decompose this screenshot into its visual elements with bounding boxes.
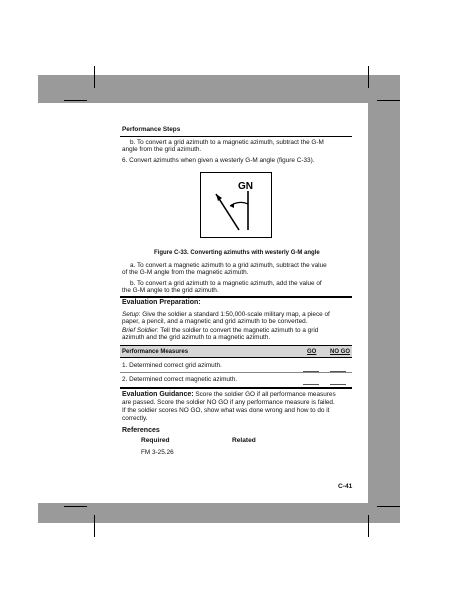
guidance-line-2: are passed. Score the soldier NO GO if any performance measure is failed. bbox=[122, 399, 335, 406]
nogo-blank-2[interactable] bbox=[330, 384, 346, 385]
crop-mark bbox=[64, 100, 87, 101]
section-rule bbox=[120, 296, 352, 298]
references-heading: References bbox=[122, 427, 160, 434]
figure-caption: Figure C-33. Converting azimuths with westerly G-M angle bbox=[154, 250, 320, 256]
guidance-text: Score the soldier GO if all performance measures bbox=[193, 391, 336, 398]
brief-line-2: azimuth and the grid azimuth to a magnetic azimuth. bbox=[122, 334, 271, 341]
crop-mark bbox=[377, 506, 400, 507]
after-figure-a-line-2: of the G-M angle from the magnetic azimuth. bbox=[122, 269, 249, 276]
go-header: GO bbox=[307, 349, 317, 355]
setup-text: : Give the soldier a standard 1:50,000-scale military map, a piece of bbox=[138, 311, 330, 318]
references-item: FM 3-25.26 bbox=[141, 449, 174, 456]
after-figure-b-line-1: b. To convert a grid azimuth to a magnetic azimuth, add the value of bbox=[130, 280, 322, 287]
guidance-line-3: If the soldier scores NO GO, show what was done wrong and how to do it bbox=[122, 407, 330, 414]
gn-azimuth-figure bbox=[200, 172, 272, 238]
references-related: Related bbox=[232, 437, 256, 444]
nogo-header: NO GO bbox=[330, 349, 351, 355]
step-b-line-1: b. To convert a grid azimuth to a magnetic azimuth, subtract the G-M bbox=[130, 139, 324, 146]
crop-mark bbox=[94, 515, 95, 537]
heading-rule bbox=[120, 136, 352, 137]
step-6: 6. Convert azimuths when given a westerly G-M angle (figure C-33). bbox=[122, 157, 315, 164]
after-figure-a-line-1: a. To convert a magnetic azimuth to a grid azimuth, subtract the value bbox=[130, 262, 327, 269]
table-row-rule bbox=[120, 372, 352, 373]
crop-mark bbox=[64, 506, 87, 507]
measure-item-2: 2. Determined correct magnetic azimuth. bbox=[122, 376, 238, 383]
measure-item-1: 1. Determined correct grid azimuth. bbox=[122, 362, 222, 369]
performance-steps-heading: Performance Steps bbox=[122, 126, 181, 133]
evaluation-prep-heading: Evaluation Preparation: bbox=[122, 299, 201, 306]
guidance-line-4: correctly. bbox=[122, 415, 148, 422]
table-bottom-rule bbox=[120, 387, 352, 389]
gn-label: GN bbox=[238, 181, 253, 192]
crop-mark bbox=[368, 515, 369, 537]
page-number: C-41 bbox=[338, 483, 353, 490]
measures-header: Performance Measures bbox=[122, 349, 189, 355]
go-blank-2[interactable] bbox=[303, 384, 319, 385]
crop-mark bbox=[377, 100, 400, 101]
crop-mark bbox=[368, 66, 369, 88]
setup-line-2: paper, a pencil, and a magnetic and grid azimuth to be converted. bbox=[122, 318, 308, 325]
table-header-rule bbox=[120, 357, 352, 358]
references-required: Required bbox=[141, 437, 170, 444]
crop-mark bbox=[94, 66, 95, 88]
brief-label: Brief Soldier bbox=[122, 327, 157, 334]
step-b-line-2: angle from the grid azimuth. bbox=[122, 146, 202, 153]
guidance-label: Evaluation Guidance: bbox=[122, 391, 194, 398]
brief-text: : Tell the soldier to convert the magnetic azimuth to a grid bbox=[156, 327, 319, 334]
after-figure-b-line-2: the G-M angle to the grid azimuth. bbox=[122, 287, 219, 294]
setup-label: Setup bbox=[122, 311, 139, 318]
